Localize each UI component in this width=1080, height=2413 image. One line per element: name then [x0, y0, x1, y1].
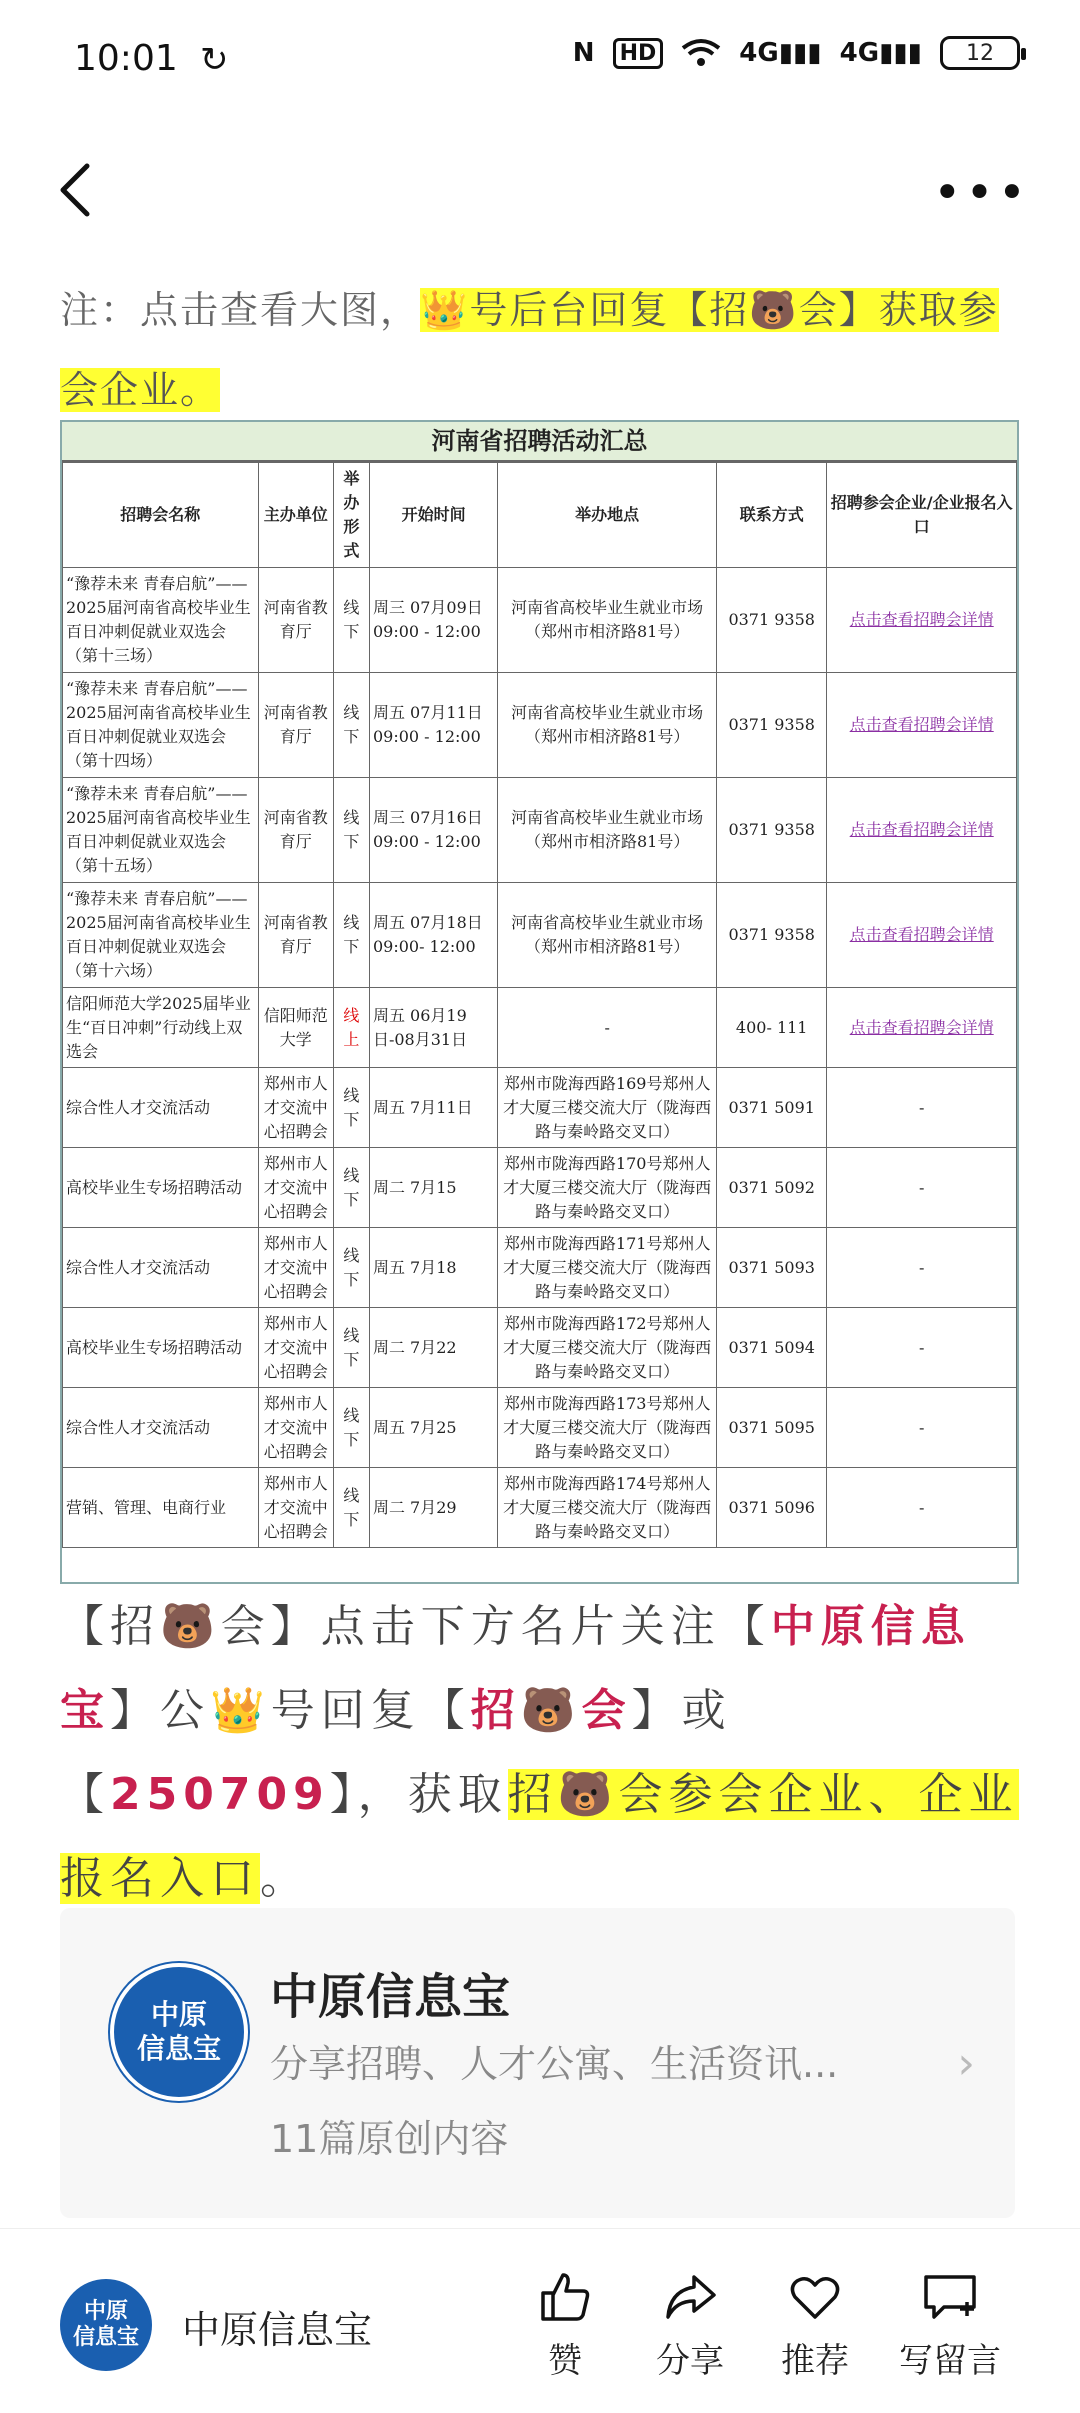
- col-form: 举办形式: [333, 463, 369, 568]
- table-cell: 0371 9358: [717, 673, 827, 778]
- account-logo: 中原 信息宝: [110, 1963, 248, 2101]
- col-entry: 招聘参会企业/企业报名入口: [827, 463, 1017, 568]
- note-highlight: 👑号后台回复【招🐻会】获取参会企业。: [60, 288, 999, 412]
- table-row: [63, 1308, 1017, 1388]
- table-row: [63, 1468, 1017, 1548]
- table-cell: 郑州市人才交流中心招聘会: [258, 1068, 333, 1148]
- table-cell: 0371 5092: [717, 1148, 827, 1228]
- table-cell: 河南省高校毕业生就业市场（郑州市相济路81号）: [498, 778, 717, 883]
- article-count: 11篇原创内容: [270, 2117, 509, 2161]
- cta-paragraph: 【招🐻会】点击下方名片关注【中原信息宝】公👑号回复【招🐻会】或【250709】，获取招🐻会参会企业、企业报名入口。: [60, 1585, 1020, 1921]
- table-cell[interactable]: 点击查看招聘会详情: [827, 568, 1017, 673]
- note-text: [60, 270, 1020, 430]
- share-icon: [662, 2269, 718, 2325]
- status-bar: [0, 0, 1080, 120]
- table-cell: “豫荐未来 青春启航”——2025届河南省高校毕业生百日冲刺促就业双选会（第十三场）: [63, 568, 259, 673]
- account-name: 中原信息宝: [270, 1969, 511, 2025]
- table-cell: 郑州市陇海西路170号郑州人才大厦三楼交流大厅（陇海西路与秦岭路交叉口）: [498, 1148, 717, 1228]
- share-button[interactable]: 分享: [635, 2269, 745, 2382]
- table-cell: 周五 07月11日 09:00 - 12:00: [369, 673, 497, 778]
- bear-emoji-icon: 🐻: [160, 1601, 221, 1652]
- chevron-left-icon: [55, 160, 95, 220]
- account-avatar[interactable]: 中原 信息宝: [60, 2279, 152, 2371]
- table-cell: 河南省高校毕业生就业市场（郑州市相济路81号）: [498, 673, 717, 778]
- recruitment-table: [62, 462, 1017, 1548]
- bear-emoji-icon: 🐻: [557, 1769, 619, 1820]
- sync-icon: ↻: [200, 40, 229, 80]
- top-nav: [0, 140, 1080, 240]
- table-cell: 综合性人才交流活动: [63, 1068, 259, 1148]
- table-cell: 郑州市陇海西路169号郑州人才大厦三楼交流大厅（陇海西路与秦岭路交叉口）: [498, 1068, 717, 1148]
- status-icons: [573, 36, 1020, 70]
- table-row: [63, 883, 1017, 988]
- clock: 10:01: [74, 38, 178, 79]
- table-cell: 周五 7月25: [369, 1388, 497, 1468]
- table-cell[interactable]: 点击查看招聘会详情: [827, 988, 1017, 1068]
- table-cell: 线下: [333, 1388, 369, 1468]
- note-prefix: 注：点击查看大图，: [60, 288, 421, 332]
- back-button[interactable]: [55, 160, 95, 224]
- table-cell: 0371 5095: [717, 1388, 827, 1468]
- table-cell: 400- 111: [717, 988, 827, 1068]
- table-cell: “豫荐未来 青春启航”——2025届河南省高校毕业生百日冲刺促就业双选会（第十六场）: [63, 883, 259, 988]
- table-cell: 周五 06月19日-08月31日: [369, 988, 497, 1068]
- thumbs-up-icon: [537, 2269, 593, 2325]
- table-row: [63, 1148, 1017, 1228]
- table-cell: 线下: [333, 883, 369, 988]
- table-cell: 郑州市陇海西路171号郑州人才大厦三楼交流大厅（陇海西路与秦岭路交叉口）: [498, 1228, 717, 1308]
- bear-emoji-icon: 🐻: [749, 288, 799, 332]
- bear-emoji-icon: 🐻: [520, 1685, 582, 1736]
- battery-icon: 12: [940, 36, 1020, 70]
- account-name-footer[interactable]: 中原信息宝: [182, 2308, 373, 2352]
- table-cell: 综合性人才交流活动: [63, 1388, 259, 1468]
- recruitment-table-image[interactable]: [60, 420, 1019, 1584]
- table-cell[interactable]: 点击查看招聘会详情: [827, 883, 1017, 988]
- table-cell: 郑州市人才交流中心招聘会: [258, 1468, 333, 1548]
- comment-button[interactable]: 写留言: [885, 2269, 1015, 2382]
- table-row: [63, 988, 1017, 1068]
- table-cell: 河南省高校毕业生就业市场（郑州市相济路81号）: [498, 568, 717, 673]
- table-cell: 郑州市人才交流中心招聘会: [258, 1148, 333, 1228]
- table-cell: 线下: [333, 1228, 369, 1308]
- table-row: [63, 1228, 1017, 1308]
- table-cell: 郑州市人才交流中心招聘会: [258, 1308, 333, 1388]
- table-cell: 郑州市陇海西路173号郑州人才大厦三楼交流大厅（陇海西路与秦岭路交叉口）: [498, 1388, 717, 1468]
- keyword-code: 250709: [110, 1769, 330, 1820]
- signal-icon-1: 4G▮▮▮: [739, 38, 822, 68]
- table-cell: 郑州市人才交流中心招聘会: [258, 1228, 333, 1308]
- nfc-icon: N: [572, 38, 595, 68]
- table-cell: “豫荐未来 青春启航”——2025届河南省高校毕业生百日冲刺促就业双选会（第十四场）: [63, 673, 259, 778]
- bottom-bar: [0, 2228, 1080, 2413]
- table-cell: 线下: [333, 673, 369, 778]
- table-cell: 0371 9358: [717, 568, 827, 673]
- table-cell: 信阳师范大学2025届毕业生“百日冲刺”行动线上双选会: [63, 988, 259, 1068]
- table-cell: 高校毕业生专场招聘活动: [63, 1308, 259, 1388]
- table-cell: 高校毕业生专场招聘活动: [63, 1148, 259, 1228]
- table-cell: 0371 9358: [717, 778, 827, 883]
- table-cell: 周三 07月16日 09:00 - 12:00: [369, 778, 497, 883]
- comment-icon: [920, 2269, 980, 2325]
- table-row: [63, 1068, 1017, 1148]
- table-cell[interactable]: 点击查看招聘会详情: [827, 778, 1017, 883]
- crown-emoji-icon: 👑: [420, 288, 470, 332]
- chevron-right-icon: ›: [957, 2038, 975, 2089]
- table-title: 河南省招聘活动汇总: [62, 422, 1017, 462]
- table-cell: -: [827, 1228, 1017, 1308]
- table-cell: 信阳师范大学: [258, 988, 333, 1068]
- brand-name: 中原信息宝: [60, 1601, 971, 1736]
- table-cell: 河南省教育厅: [258, 778, 333, 883]
- table-cell: -: [827, 1388, 1017, 1468]
- table-cell: 周五 7月11日: [369, 1068, 497, 1148]
- account-card[interactable]: [60, 1908, 1015, 2218]
- like-button[interactable]: 赞: [510, 2269, 620, 2382]
- table-cell: 线下: [333, 568, 369, 673]
- table-row: [63, 778, 1017, 883]
- table-cell: 0371 5093: [717, 1228, 827, 1308]
- table-cell: 周三 07月09日 09:00 - 12:00: [369, 568, 497, 673]
- table-cell: 河南省高校毕业生就业市场（郑州市相济路81号）: [498, 883, 717, 988]
- more-options-button[interactable]: •••: [933, 165, 1030, 221]
- table-cell: 线下: [333, 1308, 369, 1388]
- table-cell: 0371 5096: [717, 1468, 827, 1548]
- table-cell: 线下: [333, 778, 369, 883]
- col-time: 开始时间: [369, 463, 497, 568]
- table-cell: -: [827, 1308, 1017, 1388]
- table-cell: 线下: [333, 1148, 369, 1228]
- table-cell: 周二 7月22: [369, 1308, 497, 1388]
- hd-icon: HD: [613, 38, 664, 69]
- table-cell: “豫荐未来 青春启航”——2025届河南省高校毕业生百日冲刺促就业双选会（第十五场）: [63, 778, 259, 883]
- wifi-icon: [681, 38, 721, 68]
- table-cell: 周二 7月29: [369, 1468, 497, 1548]
- cta-highlight: 招🐻会参会企业、企业报名入口: [60, 1769, 1019, 1904]
- table-row: [63, 568, 1017, 673]
- table-cell: -: [827, 1148, 1017, 1228]
- col-host: 主办单位: [258, 463, 333, 568]
- table-cell: 线下: [333, 1068, 369, 1148]
- table-cell: 郑州市陇海西路174号郑州人才大厦三楼交流大厅（陇海西路与秦岭路交叉口）: [498, 1468, 717, 1548]
- table-cell: 线下: [333, 1468, 369, 1548]
- table-cell: -: [827, 1068, 1017, 1148]
- table-cell: -: [498, 988, 717, 1068]
- table-cell: 营销、管理、电商行业: [63, 1468, 259, 1548]
- table-cell: -: [827, 1468, 1017, 1548]
- table-cell: 0371 5091: [717, 1068, 827, 1148]
- recommend-button[interactable]: 推荐: [760, 2269, 870, 2382]
- table-cell: 河南省教育厅: [258, 673, 333, 778]
- col-place: 举办地点: [498, 463, 717, 568]
- table-cell: 0371 5094: [717, 1308, 827, 1388]
- col-contact: 联系方式: [717, 463, 827, 568]
- table-row: [63, 673, 1017, 778]
- table-cell: 河南省教育厅: [258, 568, 333, 673]
- table-cell: 综合性人才交流活动: [63, 1228, 259, 1308]
- table-cell: 河南省教育厅: [258, 883, 333, 988]
- table-cell: 线上: [333, 988, 369, 1068]
- table-row: [63, 1388, 1017, 1468]
- heart-icon: [787, 2269, 843, 2325]
- table-cell: 郑州市人才交流中心招聘会: [258, 1388, 333, 1468]
- table-header-row: [63, 463, 1017, 568]
- account-description: 分享招聘、人才公寓、生活资讯...: [270, 2042, 839, 2086]
- crown-emoji-icon: 👑: [210, 1685, 271, 1736]
- table-cell: 0371 9358: [717, 883, 827, 988]
- table-cell: 郑州市陇海西路172号郑州人才大厦三楼交流大厅（陇海西路与秦岭路交叉口）: [498, 1308, 717, 1388]
- table-cell: 周二 7月15: [369, 1148, 497, 1228]
- col-name: 招聘会名称: [63, 463, 259, 568]
- table-cell: 周五 07月18日 09:00- 12:00: [369, 883, 497, 988]
- table-cell: 周五 7月18: [369, 1228, 497, 1308]
- signal-icon-2: 4G▮▮▮: [839, 38, 922, 68]
- table-cell[interactable]: 点击查看招聘会详情: [827, 673, 1017, 778]
